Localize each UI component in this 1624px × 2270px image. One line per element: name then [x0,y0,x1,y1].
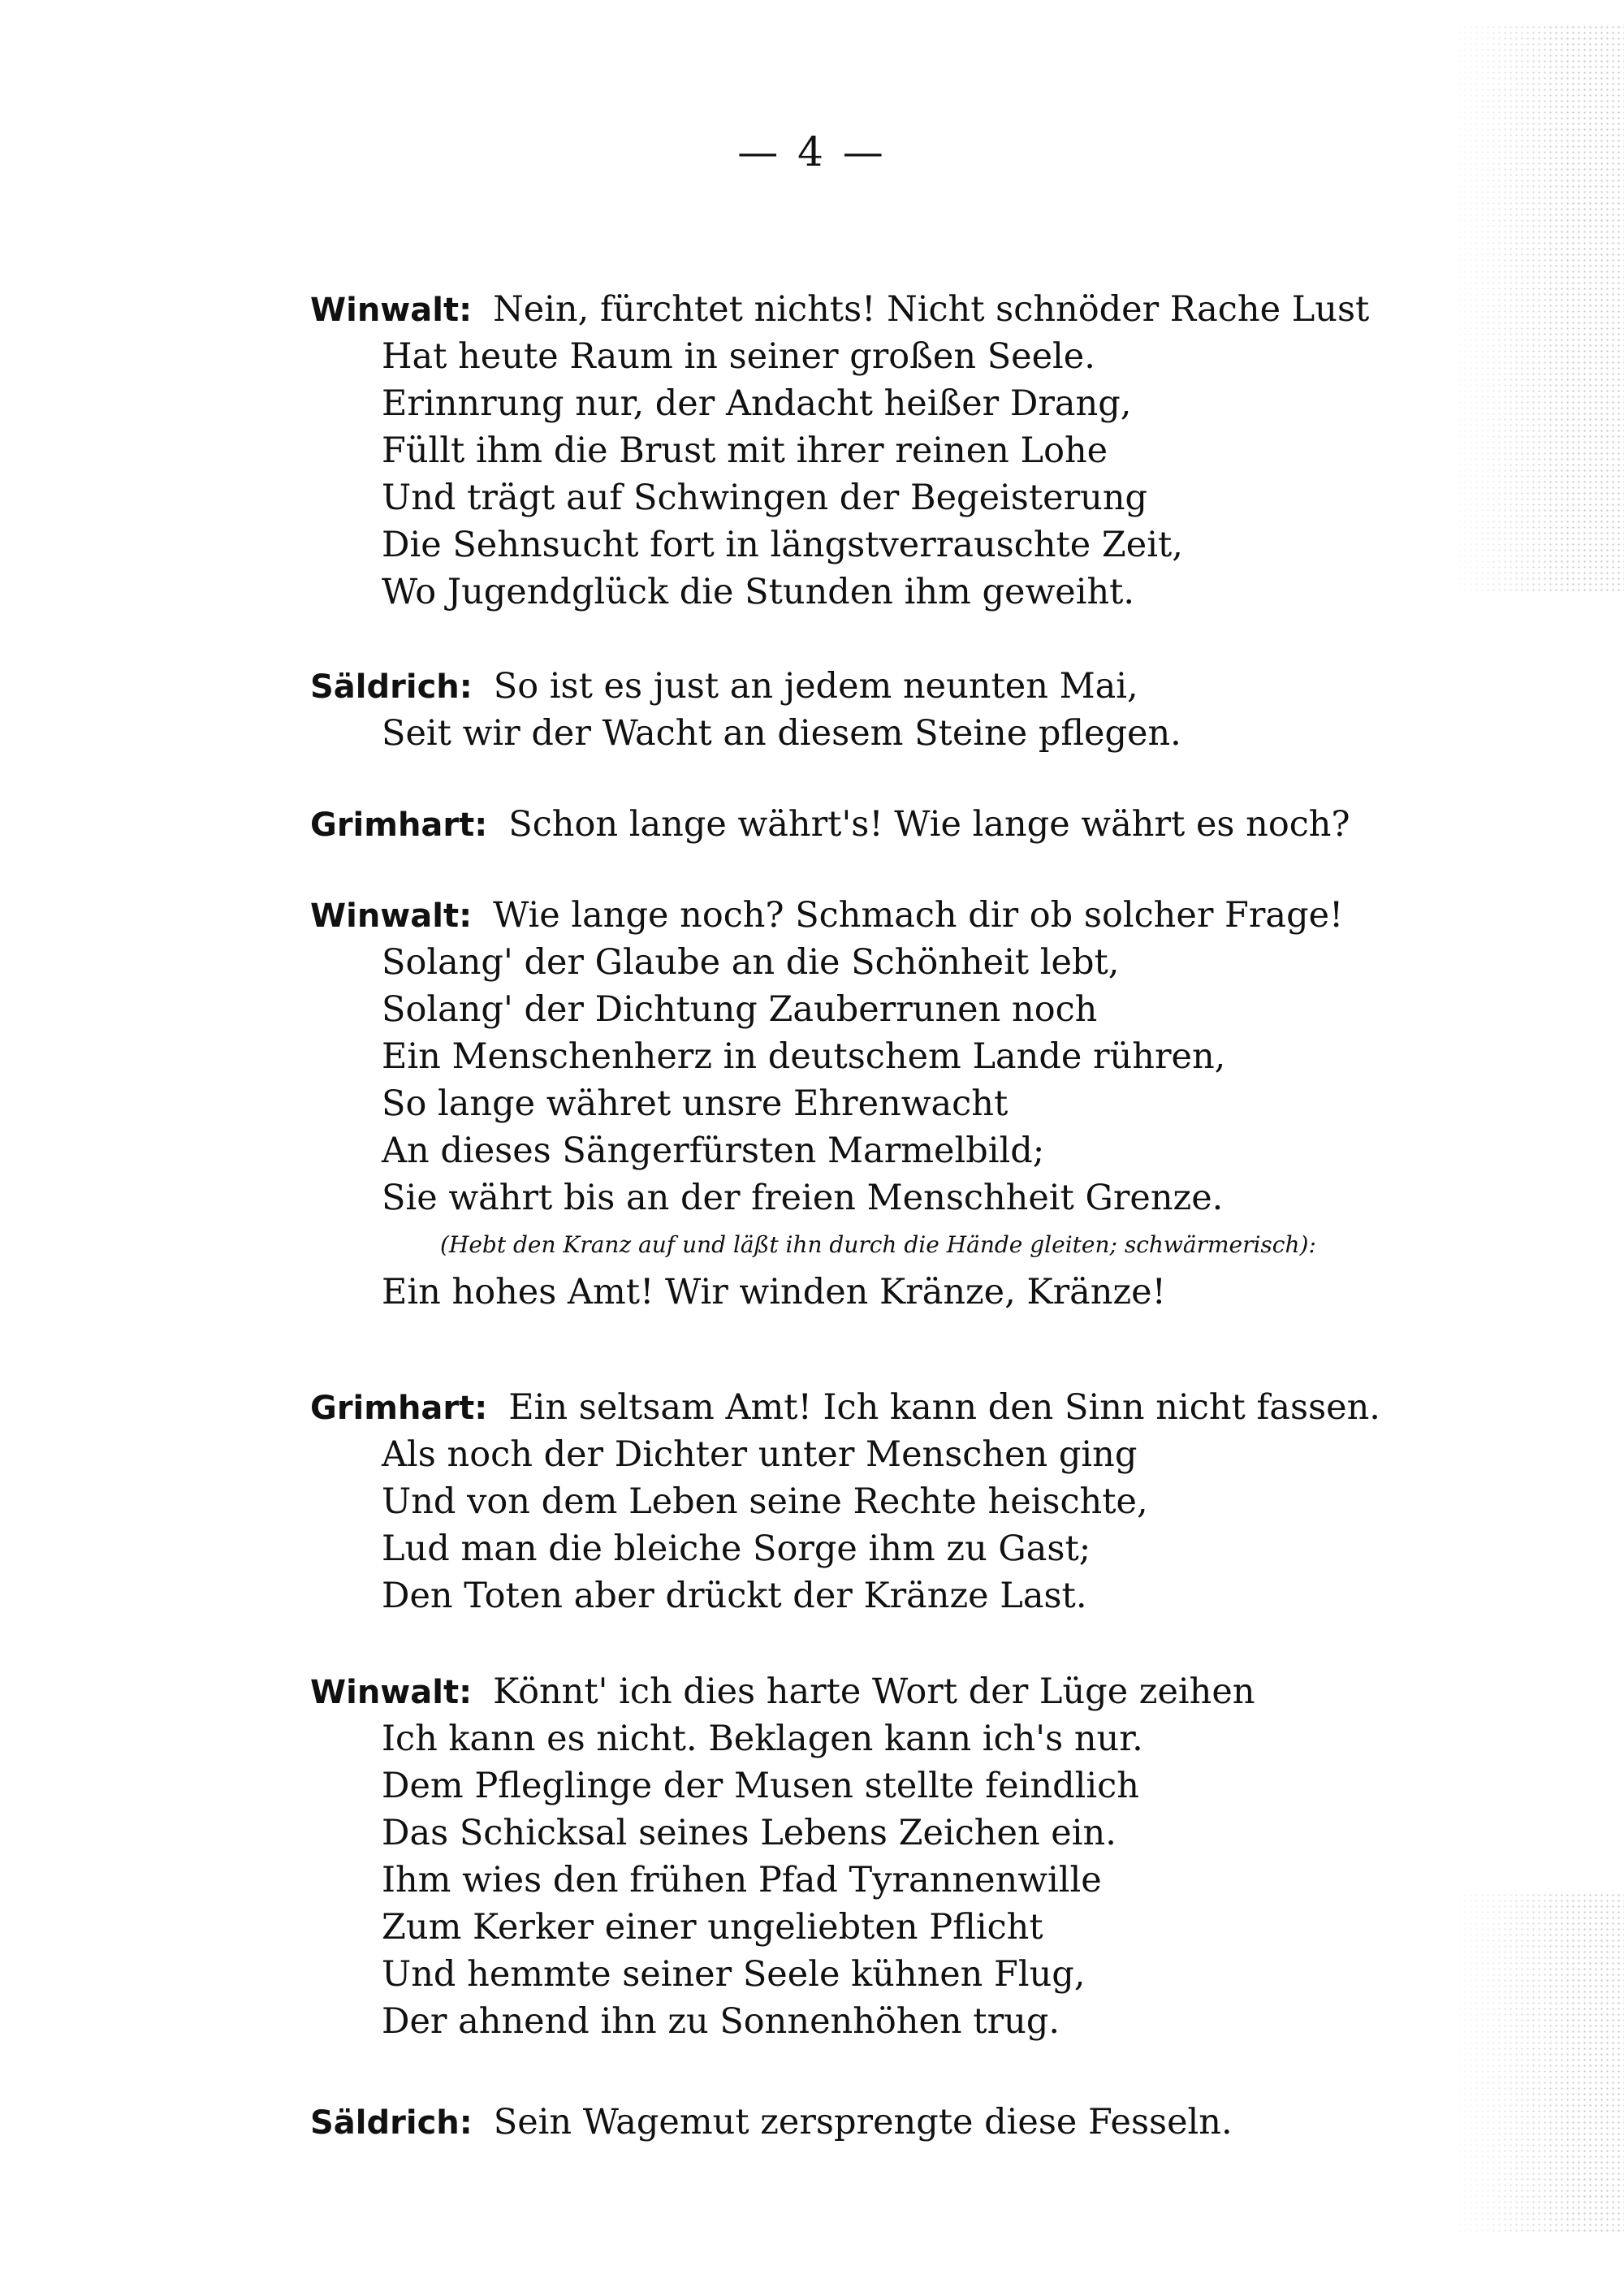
verse-line: Solang' der Glaube an die Schönheit lebt, [382,942,1120,983]
verse-line [310,801,1398,848]
scan-edge-speckle-bottom [1445,1892,1624,2233]
stage-direction: (Hebt den Kranz auf und läßt ihn durch die Hände gleiten; schwärmerisch): [440,1231,1316,1258]
verse-line [310,286,1398,333]
scan-edge-speckle-top [1445,24,1624,593]
verse-line: Als noch der Dichter unter Menschen ging [382,1434,1138,1475]
verse-line: Zum Kerker einer ungeliebten Pflicht [382,1907,1043,1948]
verse-text: Ein seltsam Amt! Ich kann den Sinn nicht fassen. [508,1387,1380,1428]
verse-line: Ein hohes Amt! Wir winden Kränze, Kränze! [382,1272,1166,1312]
verse-line: Lud man die bleiche Sorge ihm zu Gast; [382,1528,1091,1569]
verse-line [310,892,1398,939]
verse-line: So lange währet unsre Ehrenwacht [382,1083,1009,1124]
verse-line: Und von dem Leben seine Rechte heischte, [382,1481,1148,1522]
verse-line [310,663,1398,710]
verse-text: Könnt' ich dies harte Wort der Lüge zeihen [493,1671,1255,1712]
verse-line: Dem Pfleglinge der Musen stellte feindlich [382,1766,1139,1806]
verse-line: Erinnrung nur, der Andacht heißer Drang, [382,383,1132,424]
verse-line: Ein Menschenherz in deutschem Lande rühren, [382,1036,1226,1077]
verse-line [310,2099,1398,2146]
verse-line: Der ahnend ihn zu Sonnenhöhen trug. [382,2001,1060,2042]
speaker-name: Winwalt: [310,292,473,329]
verse-line: Seit wir der Wacht an diesem Steine pflegen. [382,713,1181,754]
verse-line: Füllt ihm die Brust mit ihrer reinen Lohe [382,430,1108,471]
verse-line: An dieses Sängerfürsten Marmelbild; [382,1131,1045,1171]
speaker-name: Winwalt: [310,897,473,935]
speaker-name: Grimhart: [310,806,488,844]
verse-line: Das Schicksal seines Lebens Zeichen ein. [382,1813,1116,1853]
verse-line: Ihm wies den frühen Pfad Tyrannenwille [382,1860,1102,1900]
verse-text: So ist es just an jedem neunten Mai, [493,666,1138,707]
verse-line: Sie währt bis an der freien Menschheit Grenze. [382,1178,1224,1218]
verse-line: Ich kann es nicht. Beklagen kann ich's nur. [382,1719,1143,1759]
speaker-name: Säldrich: [310,2104,473,2142]
speech-block-grimhart-2 [310,1384,1398,1619]
verse-text: Nein, fürchtet nichts! Nicht schnöder Rache Lust [493,289,1370,330]
speech-block-winwalt-3 [310,1668,1398,2045]
speech-block-winwalt-1 [310,286,1398,616]
verse-text: Sein Wagemut zersprengte diese Fesseln. [493,2102,1233,2142]
speech-block-saeldrich-2 [310,2099,1398,2146]
speech-block-winwalt-2 [310,892,1398,1316]
speaker-name: Grimhart: [310,1390,488,1427]
verse-line: Solang' der Dichtung Zauberrunen noch [382,989,1098,1030]
verse-line [310,1384,1398,1431]
verse-text: Schon lange währt's! Wie lange währt es noch? [508,804,1350,845]
verse-line [310,1668,1398,1715]
page-number: — 4 — [737,128,887,175]
verse-line: Die Sehnsucht fort in längstverrauschte Zeit, [382,525,1183,565]
verse-line: Und trägt auf Schwingen der Begeisterung [382,478,1148,518]
verse-line: Hat heute Raum in seiner großen Seele. [382,336,1095,377]
speaker-name: Säldrich: [310,668,473,706]
speech-block-grimhart-1 [310,801,1398,848]
speaker-name: Winwalt: [310,1674,473,1711]
verse-text: Wie lange noch? Schmach dir ob solcher Frage! [493,895,1344,936]
speech-block-saeldrich-1 [310,663,1398,757]
verse-line: Den Toten aber drückt der Kränze Last. [382,1576,1087,1616]
verse-line: Wo Jugendglück die Stunden ihm geweiht. [382,572,1135,612]
verse-line: Und hemmte seiner Seele kühnen Flug, [382,1954,1086,1995]
